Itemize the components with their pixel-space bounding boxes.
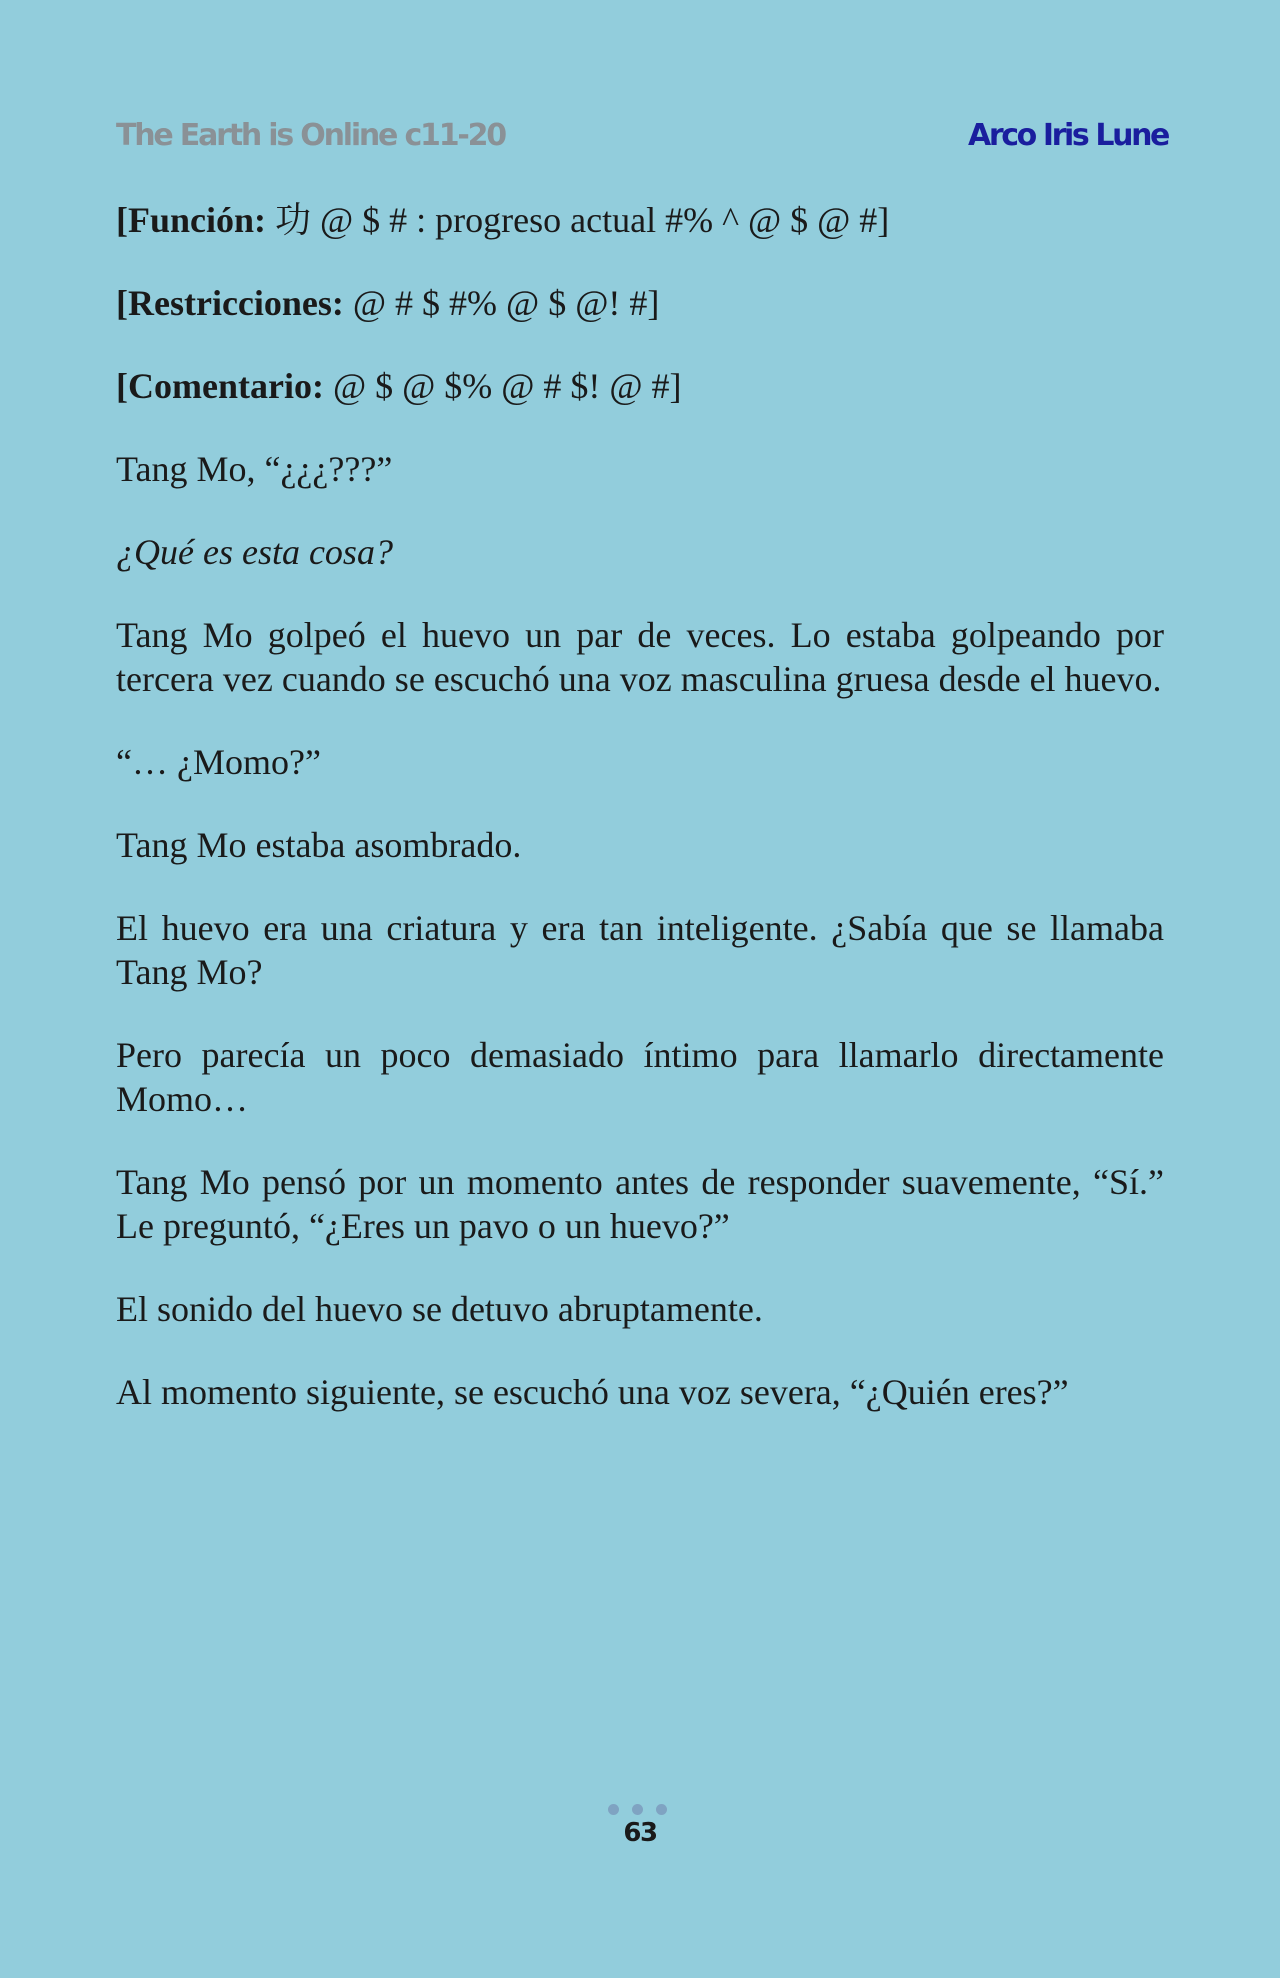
paragraph: Al momento siguiente, se escuchó una voz severa, “¿Quién eres?” — [116, 1372, 1069, 1412]
ornament-dot — [632, 1804, 643, 1815]
ornament-dot — [608, 1804, 619, 1815]
paragraph: Pero parecía un poco demasiado íntimo para llamarlo directamente Momo… — [116, 1035, 1164, 1119]
paragraph: El sonido del huevo se detuvo abruptamente. — [116, 1289, 763, 1329]
translator-header: Arco Iris Lune — [968, 118, 1168, 153]
page-ornament-dots — [608, 1804, 667, 1815]
paragraph-function — [116, 198, 1164, 242]
paragraph-italic-thought: ¿Qué es esta cosa? — [116, 532, 393, 572]
function-label: [Función: — [116, 200, 267, 240]
paragraph: Tang Mo pensó por un momento antes de responder suavemente, “Sí.” Le preguntó, “¿Eres un pavo o un huevo?” — [116, 1162, 1164, 1246]
comment-text: @ $ @ $% @ # $! @ #] — [323, 366, 682, 406]
paragraph-comment — [116, 364, 1164, 408]
paragraph: Tang Mo golpeó el huevo un par de veces. Lo estaba golpeando por tercera vez cuando se escuchó una voz masculina gruesa desde el huevo. — [116, 615, 1164, 699]
restrictions-text: @ # $ #% @ $ @! #] — [343, 283, 660, 323]
paragraph: El huevo era una criatura y era tan inteligente. ¿Sabía que se llamaba Tang Mo? — [116, 908, 1164, 992]
comment-label: [Comentario: — [116, 366, 324, 406]
paragraph: Tang Mo estaba asombrado. — [116, 825, 522, 865]
ornament-dot — [656, 1804, 667, 1815]
page-number: 63 — [623, 1818, 657, 1848]
paragraph: “… ¿Momo?” — [116, 742, 321, 782]
paragraph-restrictions — [116, 281, 1164, 325]
function-text: 功 @ $ # : progreso actual #% ^ @ $ @ #] — [266, 200, 890, 240]
page-body — [116, 198, 1164, 1453]
paragraph: Tang Mo, “¿¿¿???” — [116, 449, 393, 489]
restrictions-label: [Restricciones: — [116, 283, 344, 323]
book-title-header: The Earth is Online c11-20 — [116, 118, 505, 153]
